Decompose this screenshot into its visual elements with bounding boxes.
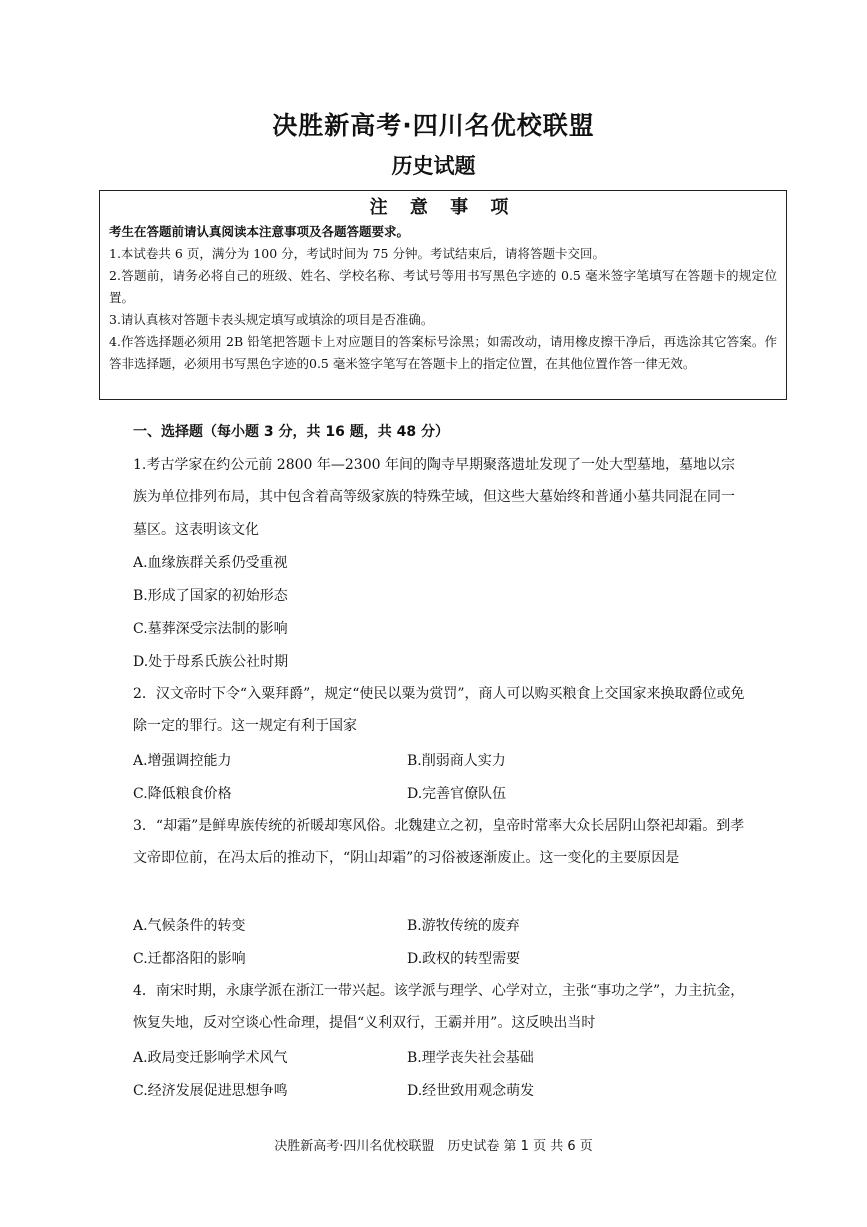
- notice-item: 1.本试卷共 6 页，满分为 100 分，考试时间为 75 分钟。考试结束后，请将答题卡交回。: [109, 246, 605, 261]
- notice-intro: 考生在答题前请认真阅读本注意事项及各题答题要求。: [109, 224, 410, 239]
- question-option: C.经济发展促进思想争鸣: [133, 1083, 288, 1099]
- question-stem: 3．“却霜”是鲜卑族传统的祈暖却寒风俗。北魏建立之初，皇帝时常率大众长居阴山祭祀却霜。到孝文帝即位前，在冯太后的推动下，“阴山却霜”的习俗被逐渐废止。这一变化的主要原因是: [133, 818, 745, 867]
- notice-item: 3.请认真核对答题卡表头规定填写或填涂的项目是否准确。: [109, 312, 434, 327]
- question-option: B.理学丧失社会基础: [407, 1050, 534, 1066]
- question-stem: 1.考古学家在约公元前 2800 年—2300 年间的陶寺早期聚落遗址发现了一处大型墓地，墓地以宗族为单位排列布局，其中包含着高等级家族的特殊茔域，但这些大墓始终和普通小墓共同混在同一墓区。这表明该文化: [133, 457, 735, 538]
- question-option: A.政局变迁影响学术风气: [133, 1050, 288, 1066]
- question-option: A.增强调控能力: [133, 753, 232, 769]
- question-option: C.降低粮食价格: [133, 786, 232, 802]
- notice-item: 4.作答选择题必须用 2B 铅笔把答题卡上对应题目的答案标号涂黑；如需改动，请用橡皮擦干净后，再选涂其它答案。作答非选择题，必须用书写黑色字迹的0.5 毫米签字笔写在答题卡上的指定位置，在其他位置作答一律无效。: [109, 334, 777, 371]
- page-footer: 决胜新高考·四川名优校联盟 历史试卷 第 1 页 共 6 页: [274, 1139, 593, 1154]
- notice-item: 2.答题前，请务必将自己的班级、姓名、学校名称、考试号等用书写黑色字迹的 0.5 毫米签字笔填写在答题卡的规定位置。: [109, 268, 777, 305]
- question-option: B.削弱商人实力: [407, 753, 506, 769]
- question-option: D.完善官僚队伍: [407, 786, 507, 802]
- notice-heading: 注 意 事 项: [369, 197, 517, 218]
- section-title: 一、选择题（每小题 3 分，共 16 题，共 48 分）: [133, 424, 449, 440]
- question-stem: 2．汉文帝时下令“入粟拜爵”，规定“使民以粟为赏罚”，商人可以购买粮食上交国家来换取爵位或免除一定的罪行。这一规定有利于国家: [133, 686, 745, 735]
- question-option: A.气候条件的转变: [133, 918, 246, 934]
- question-option: B.形成了国家的初始形态: [133, 588, 288, 604]
- question-option: C.迁都洛阳的影响: [133, 951, 246, 967]
- question-stem: 4．南宋时期，永康学派在浙江一带兴起。该学派与理学、心学对立，主张“事功之学”，力主抗金，恢复失地，反对空谈心性命理，提倡“义利双行，王霸并用”。这反映出当时: [133, 983, 745, 1032]
- question-option: A.血缘族群关系仍受重视: [133, 555, 288, 571]
- question-option: C.墓葬深受宗法制的影响: [133, 621, 288, 637]
- question-option: D.经世致用观念萌发: [407, 1083, 535, 1099]
- question-option: D.处于母系氏族公社时期: [133, 654, 289, 670]
- page-subtitle: 历史试题: [391, 154, 476, 178]
- page-title: 决胜新高考·四川名优校联盟: [272, 111, 595, 140]
- question-option: B.游牧传统的废弃: [407, 918, 520, 934]
- question-option: D.政权的转型需要: [407, 951, 521, 967]
- notice-box: [99, 190, 787, 400]
